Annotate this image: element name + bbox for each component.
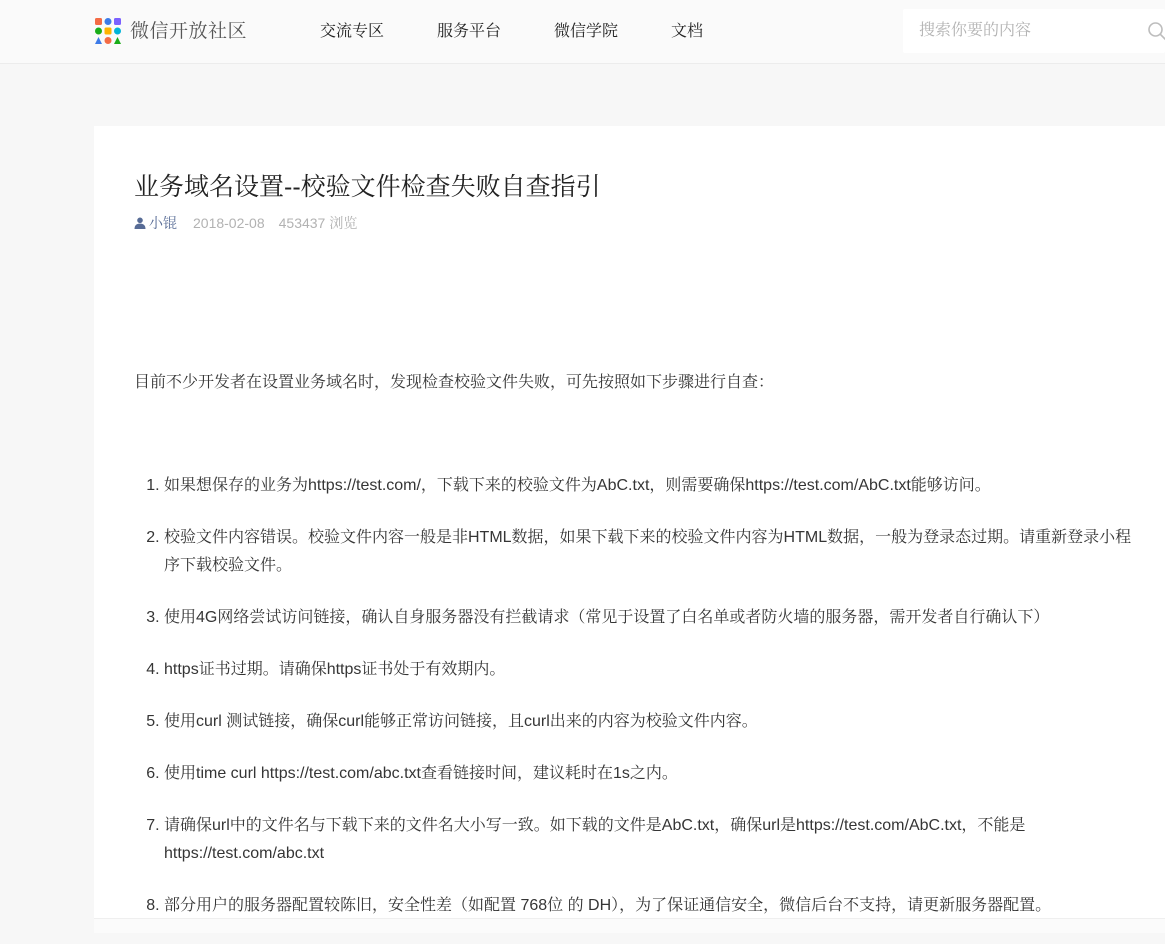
main-nav	[320, 18, 756, 46]
top-navigation-bar	[0, 0, 1165, 64]
footer-strip	[94, 918, 1165, 933]
list-item: 1. 如果想保存的业务为https://test.com/，下载下来的校验文件为AbC.txt，则需要确保https://test.com/AbC.txt能够访问。	[164, 472, 1144, 500]
view-count: 453437	[278, 215, 326, 231]
nav-item-wechat-academy[interactable]: 微信学院	[554, 23, 619, 40]
article-title: 业务域名设置--校验文件检查失败自查指引	[134, 173, 601, 201]
logo-icon[interactable]	[94, 17, 122, 45]
list-item: 6. 使用time curl https://test.com/abc.txt查看链接时间，建议耗时在1s之内。	[164, 760, 1144, 788]
list-item: 5. 使用curl 测试链接，确保curl能够正常访问链接，且curl出来的内容为校验文件内容。	[164, 708, 1144, 736]
list-item: 4. https证书过期。请确保https证书处于有效期内。	[164, 656, 1144, 684]
brand-name[interactable]: 微信开放社区	[130, 21, 248, 42]
checklist	[134, 472, 1144, 944]
view-count-label: 浏览	[329, 215, 358, 231]
article-meta	[134, 212, 357, 234]
nav-item-docs[interactable]: 文档	[671, 23, 704, 40]
author-link[interactable]: 小锟	[149, 215, 177, 231]
search-icon[interactable]	[1147, 21, 1165, 41]
list-item: 7. 请确保url中的文件名与下载下来的文件名大小写一致。如下载的文件是AbC.txt，确保url是https://test.com/AbC.txt，不能是https://test.com/abc.txt	[164, 812, 1144, 868]
search-box	[903, 9, 1165, 53]
list-item: 2. 校验文件内容错误。校验文件内容一般是非HTML数据，如果下载下来的校验文件内容为HTML数据，一般为登录态过期。请重新登录小程序下载校验文件。	[164, 524, 1144, 580]
article-intro: 目前不少开发者在设置业务域名时，发现检查校验文件失败，可先按照如下步骤进行自查：	[134, 374, 775, 391]
publish-date: 2018-02-08	[193, 215, 265, 231]
list-item: 8. 部分用户的服务器配置较陈旧，安全性差（如配置 768位 的 DH），为了保证通信安全，微信后台不支持，请更新服务器配置。	[164, 892, 1144, 920]
user-icon	[134, 217, 146, 229]
nav-item-service-platform[interactable]: 服务平台	[437, 23, 502, 40]
nav-item-exchange[interactable]: 交流专区	[320, 23, 385, 40]
search-input[interactable]	[903, 9, 1139, 53]
list-item: 3. 使用4G网络尝试访问链接，确认自身服务器没有拦截请求（常见于设置了白名单或者防火墙的服务器，需开发者自行确认下）	[164, 604, 1144, 632]
